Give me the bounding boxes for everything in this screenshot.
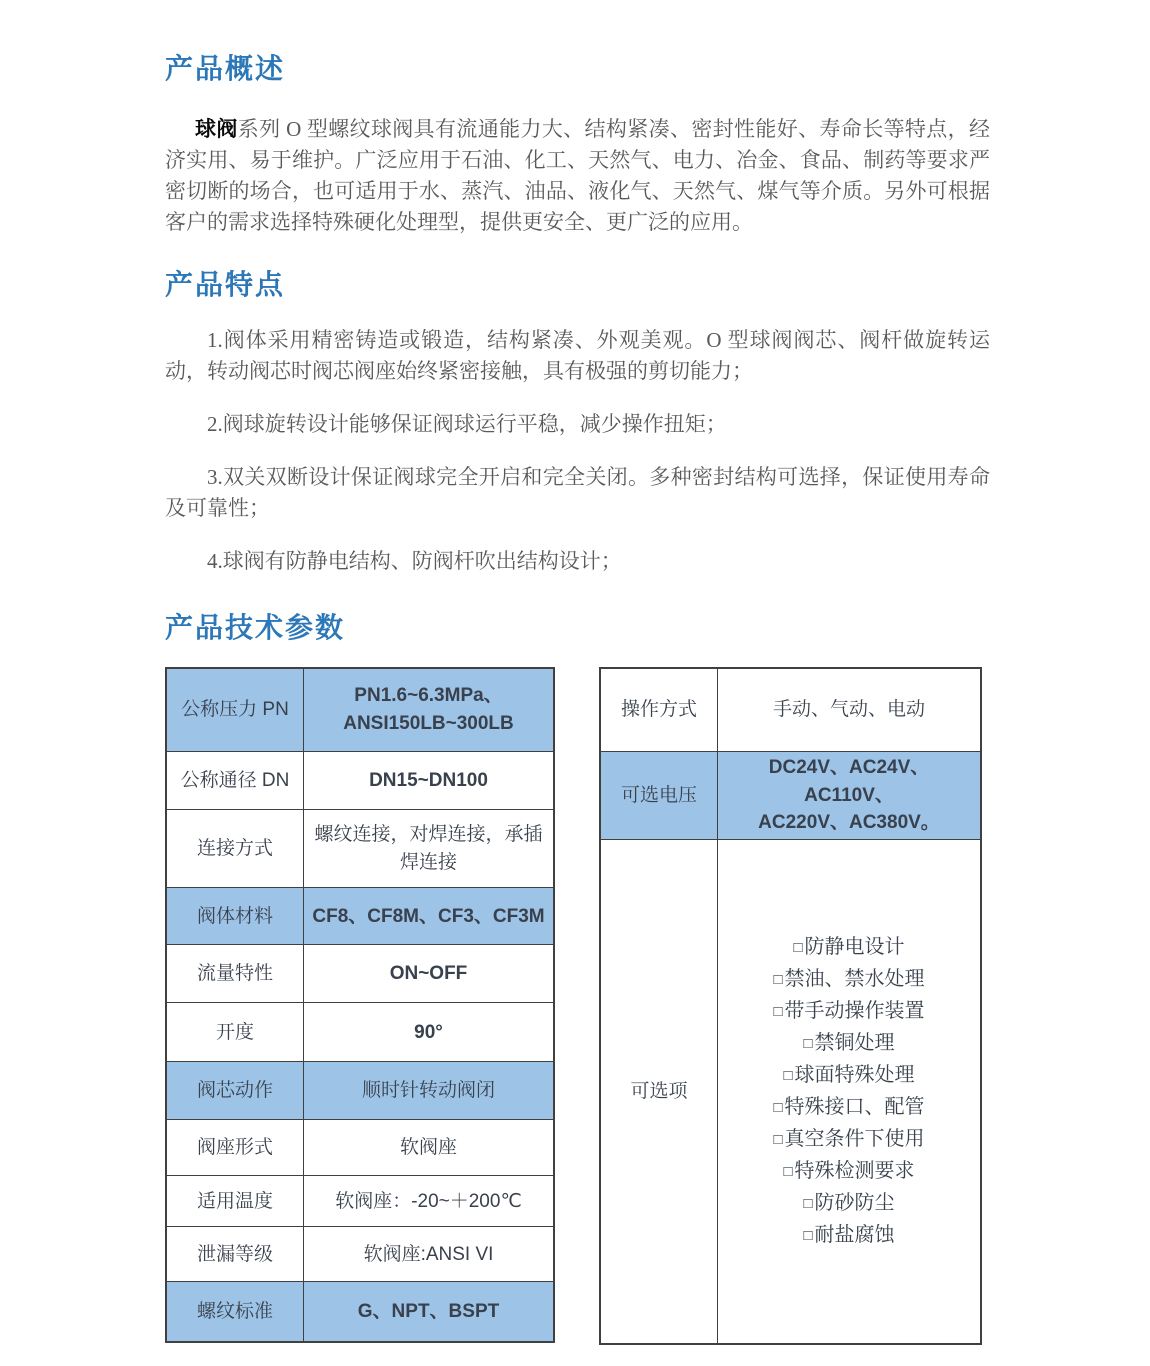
spec-row (166, 1062, 554, 1120)
option-item (773, 996, 924, 1028)
option-item (793, 932, 904, 964)
spec-label: 可选项 (600, 839, 718, 1344)
spec-label: 阀芯动作 (166, 1062, 304, 1120)
feature-item: 3.双关双断设计保证阀球完全开启和完全关闭。多种密封结构可选择，保证使用寿命及可靠性； (165, 465, 990, 521)
spec-label: 阀体材料 (166, 888, 304, 945)
spec-value: 手动、气动、电动 (718, 668, 982, 752)
feature-item: 1.阀体采用精密铸造或锻造，结构紧凑、外观美观。O 型球阀阀芯、阀杆做旋转运动，转动阀芯时阀芯阀座始终紧密接触，具有极强的剪切能力； (165, 328, 990, 384)
option-label: 特殊接口、配管 (784, 1095, 925, 1118)
spec-value: PN1.6~6.3MPa、 ANSI150LB~300LB (304, 668, 555, 752)
spec-row (166, 752, 554, 810)
checkbox-icon: □ (803, 1194, 813, 1212)
spec-row-options (600, 839, 981, 1344)
spec-table-right (599, 667, 982, 1346)
spec-label: 连接方式 (166, 810, 304, 888)
spec-row (166, 810, 554, 888)
option-item (803, 1220, 894, 1252)
checkbox-icon: □ (773, 1098, 783, 1116)
options-cell (718, 839, 982, 1344)
option-label: 带手动操作装置 (784, 999, 925, 1022)
overview-text: 系列 O 型螺纹球阀具有流通能力大、结构紧凑、密封性能好、寿命长等特点，经济实用、易于维护。广泛应用于石油、化工、天然气、电力、冶金、食品、制药等要求严密切断的场合，也可适用于水、蒸汽、油品、液化气、天然气、煤气等介质。另外可根据客户的需求选择特殊硬化处理型，提供更安全、更广泛的应用。 (165, 116, 991, 234)
checkbox-icon: □ (773, 1130, 783, 1148)
spec-row (166, 888, 554, 945)
spec-label: 适用温度 (166, 1176, 304, 1227)
option-label: 防静电设计 (804, 935, 905, 958)
option-label: 真空条件下使用 (784, 1127, 925, 1150)
spec-label: 螺纹标准 (166, 1282, 304, 1342)
spec-value: G、NPT、BSPT (304, 1282, 555, 1342)
spec-value: DN15~DN100 (304, 752, 555, 810)
spec-label: 公称压力 PN (166, 668, 304, 752)
spec-tables (165, 667, 990, 1346)
spec-label: 流量特性 (166, 945, 304, 1003)
section-title-specs: 产品技术参数 (165, 612, 346, 644)
spec-row (166, 945, 554, 1003)
spec-row (166, 1227, 554, 1282)
product-name: 球阀 (195, 117, 238, 141)
spec-value: 顺时针转动阀闭 (304, 1062, 555, 1120)
options-list (724, 932, 974, 1252)
option-item (783, 1060, 914, 1092)
spec-label: 操作方式 (600, 668, 718, 752)
option-label: 耐盐腐蚀 (814, 1223, 895, 1246)
spec-value: DC24V、AC24V、AC110V、 AC220V、AC380V。 (718, 752, 982, 840)
feature-item: 2.阀球旋转设计能够保证阀球运行平稳，减少操作扭矩； (207, 412, 727, 437)
feature-item: 4.球阀有防静电结构、防阀杆吹出结构设计； (207, 549, 622, 574)
spec-row (166, 1282, 554, 1342)
spec-row (166, 1120, 554, 1176)
features-list (165, 325, 990, 577)
spec-label: 泄漏等级 (166, 1227, 304, 1282)
option-item (773, 1124, 924, 1156)
option-item (783, 1156, 914, 1188)
spec-value: CF8、CF8M、CF3、CF3M (304, 888, 555, 945)
option-label: 禁油、禁水处理 (784, 967, 925, 990)
spec-row (166, 668, 554, 752)
spec-value: 螺纹连接，对焊连接，承插 焊连接 (304, 810, 555, 888)
spec-table-left (165, 667, 555, 1343)
option-item (803, 1028, 894, 1060)
checkbox-icon: □ (773, 1002, 783, 1020)
option-item (773, 1092, 924, 1124)
checkbox-icon: □ (793, 938, 803, 956)
checkbox-icon: □ (773, 970, 783, 988)
spec-value: 软阀座：-20~＋200℃ (304, 1176, 555, 1227)
checkbox-icon: □ (783, 1162, 793, 1180)
section-title-features: 产品特点 (165, 268, 286, 300)
spec-label: 开度 (166, 1003, 304, 1062)
option-item (803, 1188, 894, 1220)
section-title-overview: 产品概述 (165, 53, 286, 84)
option-label: 球面特殊处理 (794, 1063, 915, 1086)
option-label: 禁铜处理 (814, 1031, 895, 1054)
spec-row (166, 1176, 554, 1227)
spec-row (600, 752, 981, 840)
option-label: 防砂防尘 (814, 1191, 895, 1214)
spec-value: ON~OFF (304, 945, 555, 1003)
option-label: 特殊检测要求 (794, 1159, 915, 1182)
spec-label: 可选电压 (600, 752, 718, 840)
spec-label: 阀座形式 (166, 1120, 304, 1176)
spec-value: 90° (304, 1003, 555, 1062)
overview-paragraph (165, 114, 990, 238)
checkbox-icon: □ (803, 1034, 813, 1052)
spec-label: 公称通径 DN (166, 752, 304, 810)
spec-row (600, 668, 981, 752)
spec-row (166, 1003, 554, 1062)
checkbox-icon: □ (803, 1226, 813, 1244)
spec-value: 软阀座:ANSI VI (304, 1227, 555, 1282)
option-item (773, 964, 924, 996)
spec-value: 软阀座 (304, 1120, 555, 1176)
checkbox-icon: □ (783, 1066, 793, 1084)
